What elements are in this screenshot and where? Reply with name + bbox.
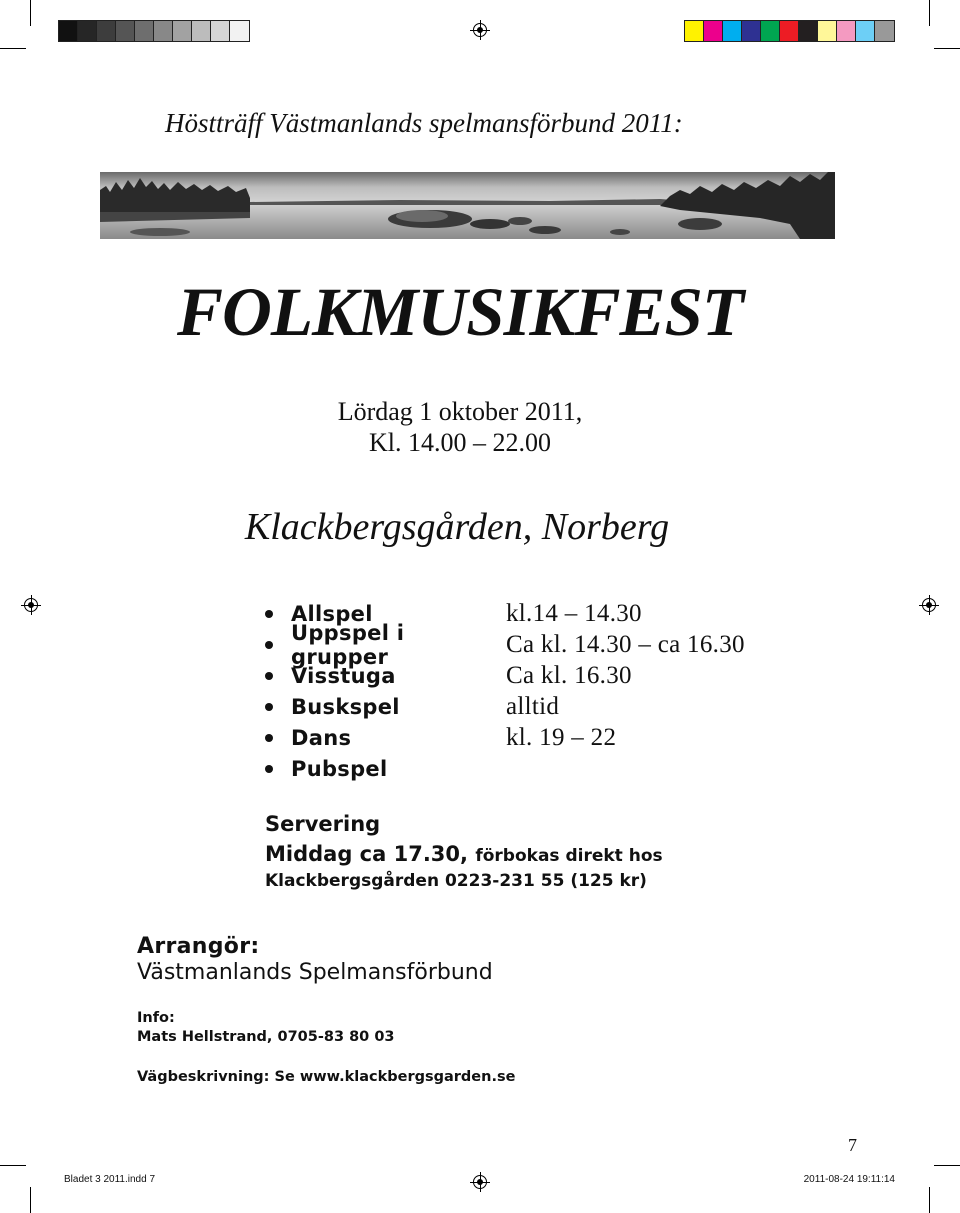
directions-text: Vägbeskrivning: Se www.klackbergsgarden.se — [137, 1069, 516, 1085]
program-item-visstuga — [265, 660, 745, 691]
serving-dinner-note: förbokas direkt hos — [475, 846, 663, 866]
color-swatch — [875, 21, 894, 41]
registration-mark-top-icon — [473, 23, 487, 37]
process-color-bar — [684, 20, 895, 42]
page-number: 7 — [848, 1135, 857, 1155]
crop-mark-icon — [30, 0, 31, 26]
registration-mark-bottom-icon — [473, 1175, 487, 1189]
color-swatch — [135, 21, 154, 41]
program-item-uppspel — [265, 620, 745, 669]
color-swatch — [97, 21, 116, 41]
bullet-icon — [265, 610, 273, 618]
color-swatch — [154, 21, 173, 41]
color-swatch — [723, 21, 742, 41]
bullet-icon — [265, 703, 273, 711]
color-swatch — [742, 21, 761, 41]
event-time: Kl. 14.00 – 22.00 — [369, 428, 551, 457]
program-item-name: Dans — [291, 725, 352, 750]
color-swatch — [818, 21, 837, 41]
program-item-name: Visstuga — [291, 663, 396, 688]
serving-dinner-time: Middag ca 17.30, — [265, 842, 469, 866]
color-swatch — [704, 21, 723, 41]
program-item-name: Buskspel — [291, 694, 400, 719]
color-swatch — [173, 21, 192, 41]
bullet-icon — [265, 672, 273, 680]
event-title: FOLKMUSIKFEST — [176, 274, 744, 350]
program-item-time: Ca kl. 16.30 — [506, 661, 632, 689]
program-item-name: Uppspel i grupper — [291, 620, 405, 669]
crop-mark-icon — [929, 0, 930, 26]
serving-dinner — [265, 842, 663, 866]
registration-mark-left-icon — [24, 598, 38, 612]
print-slug-file: Bladet 3 2011.indd 7 — [64, 1174, 156, 1185]
program-item-time: alltid — [506, 692, 560, 720]
program-item-buskspel — [265, 691, 745, 722]
bullet-icon — [265, 734, 273, 742]
program-item-dans — [265, 722, 745, 753]
color-swatch — [78, 21, 97, 41]
crop-mark-icon — [934, 1165, 960, 1166]
color-swatch — [211, 21, 230, 41]
color-swatch — [685, 21, 704, 41]
event-date: Lördag 1 oktober 2011, — [337, 397, 583, 426]
color-swatch — [780, 21, 799, 41]
event-pretitle: Höstträff Västmanlands spelmansförbund 2011: — [165, 108, 683, 138]
event-venue: Klackbergsgården, Norberg — [244, 506, 670, 548]
color-swatch — [761, 21, 780, 41]
info-contact: Mats Hellstrand, 0705-83 80 03 — [137, 1029, 395, 1045]
program-item-time: kl. 19 – 22 — [506, 723, 617, 751]
color-swatch — [230, 21, 249, 41]
program-item-time: Ca kl. 14.30 – ca 16.30 — [506, 630, 745, 658]
organizer-label: Arrangör: — [137, 934, 260, 959]
print-slug-timestamp: 2011-08-24 19:11:14 — [803, 1174, 895, 1185]
grayscale-color-bar — [58, 20, 250, 42]
crop-mark-icon — [0, 1165, 26, 1166]
program-list — [265, 598, 745, 784]
program-item-pubspel — [265, 753, 745, 784]
program-item-name: Pubspel — [291, 756, 388, 781]
crop-mark-icon — [934, 48, 960, 49]
crop-mark-icon — [929, 1187, 930, 1213]
color-swatch — [856, 21, 875, 41]
color-swatch — [799, 21, 818, 41]
serving-heading: Servering — [265, 812, 381, 836]
color-swatch — [116, 21, 135, 41]
info-label: Info: — [137, 1010, 175, 1026]
color-swatch — [59, 21, 78, 41]
program-item-name: Allspel — [291, 601, 373, 626]
color-swatch — [837, 21, 856, 41]
registration-mark-right-icon — [922, 598, 936, 612]
program-item-time: kl.14 – 14.30 — [506, 599, 642, 627]
crop-mark-icon — [30, 1187, 31, 1213]
color-swatch — [192, 21, 211, 41]
crop-mark-icon — [0, 48, 26, 49]
lake-panorama-image — [100, 172, 835, 239]
serving-booking: Klackbergsgården 0223-231 55 (125 kr) — [265, 871, 647, 891]
bullet-icon — [265, 641, 273, 649]
bullet-icon — [265, 765, 273, 773]
organizer-name: Västmanlands Spelmansförbund — [137, 960, 493, 985]
